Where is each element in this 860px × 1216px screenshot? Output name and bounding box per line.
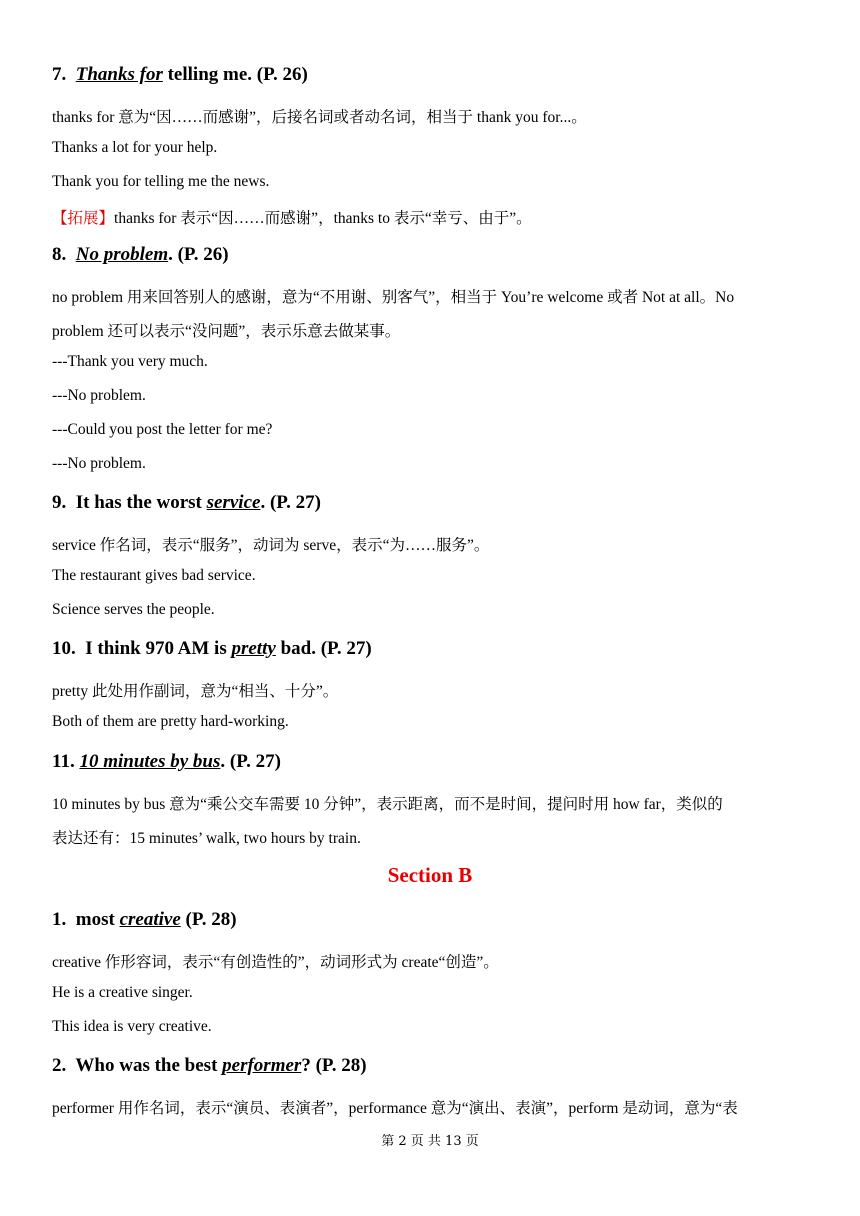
page-footer: 第 2 页 共 13 页 xyxy=(381,1134,479,1149)
item-heading: 7. Thanks for telling me. (P. 26) xyxy=(52,64,308,85)
dialogue-line: ---Thank you very much. xyxy=(52,353,208,370)
body-line: thanks for 意为“因……而感谢”，后接名词或者动名词，相当于 thank you for...。 xyxy=(52,109,587,126)
key-phrase: creative xyxy=(119,909,181,930)
item-heading: 2. Who was the best performer? (P. 28) xyxy=(52,1055,367,1076)
body-line: problem 还可以表示“没问题”，表示乐意去做某事。 xyxy=(52,323,401,340)
item-heading: 9. It has the worst service. (P. 27) xyxy=(52,492,321,513)
key-phrase: pretty xyxy=(231,638,276,659)
example-sentence: Thanks a lot for your help. xyxy=(52,139,218,156)
example-sentence: Science serves the people. xyxy=(52,601,215,618)
key-phrase: No problem xyxy=(75,244,169,265)
example-sentence: Both of them are pretty hard-working. xyxy=(52,713,289,730)
dialogue-line: ---Could you post the letter for me? xyxy=(52,421,273,438)
dialogue-line: ---No problem. xyxy=(52,455,146,472)
extension-note: 【拓展】thanks for 表示“因……而感谢”，thanks to 表示“幸亏、由于”。 xyxy=(52,210,532,227)
body-line: service 作名词，表示“服务”，动词为 serve，表示“为……服务”。 xyxy=(52,537,490,554)
section-heading: Section B xyxy=(387,863,473,887)
extension-tag: 【拓展】 xyxy=(52,210,115,227)
example-sentence: Thank you for telling me the news. xyxy=(52,173,270,190)
example-sentence: The restaurant gives bad service. xyxy=(52,567,256,584)
dialogue-line: ---No problem. xyxy=(52,387,146,404)
key-phrase: 10 minutes by bus xyxy=(79,751,221,772)
body-line: pretty 此处用作副词，意为“相当、十分”。 xyxy=(52,683,339,700)
item-heading: 10. I think 970 AM is pretty bad. (P. 27) xyxy=(52,638,372,659)
body-line: creative 作形容词，表示“有创造性的”，动词形式为 create“创造”。 xyxy=(52,954,499,971)
body-line: no problem 用来回答别人的感谢，意为“不用谢、别客气”，相当于 You’re welcome 或者 Not at all。No xyxy=(52,289,735,306)
item-heading: 11. 10 minutes by bus. (P. 27) xyxy=(52,751,281,772)
example-sentence: He is a creative singer. xyxy=(52,984,193,1001)
body-line: 10 minutes by bus 意为“乘公交车需要 10 分钟”，表示距离，而不是时间，提问时用 how far，类似的 xyxy=(52,796,723,813)
body-line: performer 用作名词，表示“演员、表演者”，performance 意为“演出、表演”，perform 是动词，意为“表 xyxy=(52,1100,738,1117)
item-heading: 1. most creative (P. 28) xyxy=(52,909,237,930)
item-heading: 8. No problem. (P. 26) xyxy=(52,244,229,265)
body-line: 表达还有：15 minutes’ walk, two hours by train. xyxy=(52,830,361,847)
key-phrase: performer xyxy=(222,1055,302,1076)
key-phrase: Thanks for xyxy=(75,64,163,85)
key-phrase: service xyxy=(206,492,261,513)
example-sentence: This idea is very creative. xyxy=(52,1018,212,1035)
